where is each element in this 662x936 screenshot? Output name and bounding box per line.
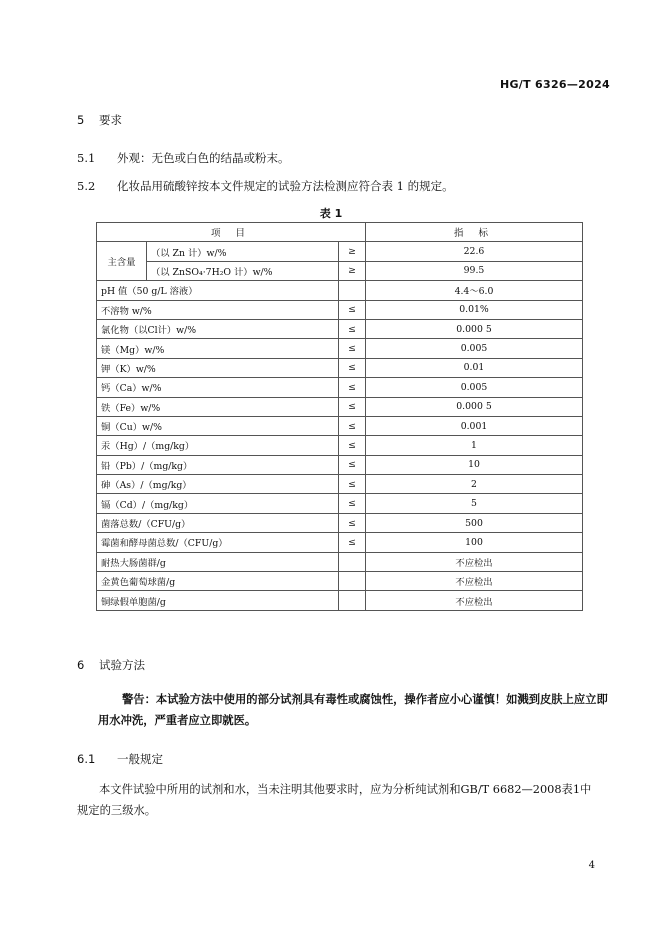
item-cell: 霉菌和酵母菌总数/（CFU/g） (97, 533, 339, 552)
comparison-cell (339, 591, 366, 610)
item-cell: 铜（Cu）w/% (97, 416, 339, 435)
table-row (97, 358, 583, 377)
table-row (97, 552, 583, 571)
table-row (97, 242, 583, 261)
value-cell: 4.4～6.0 (366, 281, 583, 300)
clause-number: 5.1 (77, 151, 96, 165)
subsection-number: 6.1 (77, 752, 96, 766)
warning-line-1: 警告：本试验方法中使用的部分试剂具有毒性或腐蚀性，操作者应小心谨慎！如溅到皮肤上应立即 (122, 693, 608, 706)
table-row (97, 513, 583, 532)
value-cell: 不应检出 (366, 572, 583, 591)
comparison-cell (339, 572, 366, 591)
table-row (97, 339, 583, 358)
value-cell: 0.000 5 (366, 319, 583, 338)
item-cell: 钾（K）w/% (97, 358, 339, 377)
value-cell: 0.001 (366, 416, 583, 435)
comparison-cell: ≥ (339, 242, 366, 261)
item-cell: 氯化物（以Cl计）w/% (97, 319, 339, 338)
table-row (97, 436, 583, 455)
item-cell: 镉（Cd）/（mg/kg） (97, 494, 339, 513)
item-cell: 铅（Pb）/（mg/kg） (97, 455, 339, 474)
value-cell: 0.005 (366, 339, 583, 358)
comparison-cell: ≤ (339, 494, 366, 513)
item-cell: （以 ZnSO₄·7H₂O 计）w/% (147, 261, 339, 280)
item-cell: pH 值（50 g/L 溶液） (97, 281, 339, 300)
section-heading (77, 657, 145, 673)
general-provisions-paragraph: 本文件试验中所用的试剂和水，当未注明其他要求时，应为分析纯试剂和GB/T 6682—2008表1中规定的三级水。 (77, 783, 592, 817)
comparison-cell: ≥ (339, 261, 366, 280)
value-cell: 不应检出 (366, 591, 583, 610)
value-cell: 5 (366, 494, 583, 513)
item-cell: 镁（Mg）w/% (97, 339, 339, 358)
table-row (97, 281, 583, 300)
value-cell: 0.01% (366, 300, 583, 319)
spec-table (96, 222, 583, 611)
page-number: 4 (588, 860, 595, 871)
value-cell: 1 (366, 436, 583, 455)
clause-text: 化妆品用硫酸锌按本文件规定的试验方法检测应符合表 1 的规定。 (117, 179, 454, 193)
value-cell: 99.5 (366, 261, 583, 280)
comparison-cell: ≤ (339, 339, 366, 358)
value-cell: 500 (366, 513, 583, 532)
item-cell: 不溶物 w/% (97, 300, 339, 319)
comparison-cell: ≤ (339, 436, 366, 455)
document-code: HG/T 6326—2024 (499, 78, 610, 91)
section-title: 要求 (99, 113, 122, 127)
comparison-cell: ≤ (339, 513, 366, 532)
comparison-cell: ≤ (339, 397, 366, 416)
warning-line-2: 用水冲洗，严重者应立即就医。 (98, 714, 257, 727)
value-cell: 0.01 (366, 358, 583, 377)
table-row (97, 455, 583, 474)
item-cell: 汞（Hg）/（mg/kg） (97, 436, 339, 455)
column-header-item: 项 目 (97, 223, 366, 242)
group-label-main-content: 主含量 (97, 242, 147, 281)
table-row (97, 591, 583, 610)
clause-text: 外观：无色或白色的结晶或粉末。 (117, 151, 290, 165)
table-row (97, 319, 583, 338)
value-cell: 2 (366, 475, 583, 494)
value-cell: 0.000 5 (366, 397, 583, 416)
warning-notice (98, 689, 608, 731)
value-cell: 22.6 (366, 242, 583, 261)
table-row (97, 572, 583, 591)
table-row (97, 494, 583, 513)
comparison-cell (339, 552, 366, 571)
value-cell: 100 (366, 533, 583, 552)
section-heading (77, 112, 122, 128)
item-cell: （以 Zn 计）w/% (147, 242, 339, 261)
table-header-row (97, 223, 583, 242)
comparison-cell: ≤ (339, 455, 366, 474)
value-cell: 10 (366, 455, 583, 474)
table-caption: 表 1 (319, 207, 343, 220)
item-cell: 砷（As）/（mg/kg） (97, 475, 339, 494)
clause-5-1 (77, 150, 290, 166)
comparison-cell: ≤ (339, 378, 366, 397)
item-cell: 耐热大肠菌群/g (97, 552, 339, 571)
table-row (97, 397, 583, 416)
comparison-cell: ≤ (339, 319, 366, 338)
table-row (97, 475, 583, 494)
clause-5-2 (77, 178, 454, 194)
section-title: 试验方法 (99, 658, 145, 672)
column-header-value: 指 标 (366, 223, 583, 242)
value-cell: 不应检出 (366, 552, 583, 571)
subsection-heading (77, 751, 163, 767)
table-row (97, 378, 583, 397)
table-row (97, 300, 583, 319)
comparison-cell: ≤ (339, 533, 366, 552)
item-cell: 菌落总数/（CFU/g） (97, 513, 339, 532)
value-cell: 0.005 (366, 378, 583, 397)
comparison-cell: ≤ (339, 416, 366, 435)
comparison-cell: ≤ (339, 300, 366, 319)
comparison-cell (339, 281, 366, 300)
item-cell: 铜绿假单胞菌/g (97, 591, 339, 610)
table-row (97, 416, 583, 435)
table-row (97, 533, 583, 552)
section-number: 5 (77, 113, 85, 127)
subsection-title: 一般规定 (117, 752, 163, 766)
table-row (97, 261, 583, 280)
clause-number: 5.2 (77, 179, 96, 193)
comparison-cell: ≤ (339, 475, 366, 494)
comparison-cell: ≤ (339, 358, 366, 377)
item-cell: 钙（Ca）w/% (97, 378, 339, 397)
item-cell: 金黄色葡萄球菌/g (97, 572, 339, 591)
item-cell: 铁（Fe）w/% (97, 397, 339, 416)
section-number: 6 (77, 658, 85, 672)
